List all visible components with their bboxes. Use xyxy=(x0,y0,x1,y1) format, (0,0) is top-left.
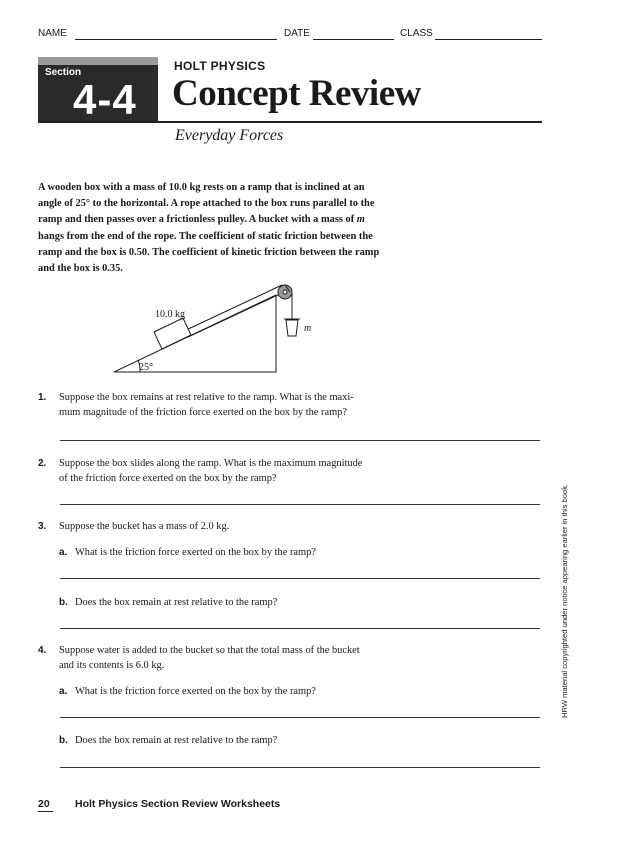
wooden-box xyxy=(154,318,191,349)
pulley-axle xyxy=(283,290,287,294)
problem-statement xyxy=(38,180,390,277)
q2-text-line2: of the friction force exerted on the box by the ramp? xyxy=(59,473,277,484)
q1-number: 1. xyxy=(38,392,47,403)
problem-text-2: hangs from the end of the rope. The coefficient of static friction between the ramp and the box is 0.50. The coefficient of kinetic friction between the ramp and the box is 0.35. xyxy=(38,230,380,275)
problem-text-1: A wooden box with a mass of 10.0 kg rests on a ramp that is inclined at an angle of 25° to the horizontal. A rope attached to the box runs parallel to the ramp and then passes over a frictionless pulley. A bucket with a mass of xyxy=(38,182,375,226)
q3b-label: b. xyxy=(59,597,68,608)
page-subtitle: Everyday Forces xyxy=(175,127,284,144)
rope-bottom xyxy=(188,293,282,337)
date-field[interactable] xyxy=(313,39,394,40)
q4-text-line2: and its contents is 6.0 kg. xyxy=(59,660,165,671)
q3-number: 3. xyxy=(38,521,47,532)
q1-text-line1: Suppose the box remains at rest relative to the ramp. What is the maxi- xyxy=(59,392,354,403)
bucket-mass-label: m xyxy=(304,323,312,334)
q4b-answer-line[interactable] xyxy=(60,767,540,768)
q4b-text: Does the box remain at rest relative to the ramp? xyxy=(75,735,278,746)
bucket-icon xyxy=(286,320,298,336)
q3a-label: a. xyxy=(59,547,68,558)
q1-text-line2: mum magnitude of the friction force exerted on the box by the ramp? xyxy=(59,407,347,418)
q4a-answer-line[interactable] xyxy=(60,717,540,718)
q3a-text: What is the friction force exerted on the box by the ramp? xyxy=(75,547,316,558)
section-badge-tab xyxy=(38,57,158,65)
q2-text-line1: Suppose the box slides along the ramp. What is the maximum magnitude xyxy=(59,458,363,469)
name-label: NAME xyxy=(38,28,67,39)
page-number-underline xyxy=(38,811,53,812)
box-mass-label: 10.0 kg xyxy=(155,309,185,320)
rope-top xyxy=(184,285,282,331)
section-label: Section xyxy=(45,67,82,78)
title-divider xyxy=(38,121,542,123)
q4b-label: b. xyxy=(59,735,68,746)
q4a-label: a. xyxy=(59,686,68,697)
q3b-answer-line[interactable] xyxy=(60,628,540,629)
q2-answer-line[interactable] xyxy=(60,504,540,505)
q3-text: Suppose the bucket has a mass of 2.0 kg. xyxy=(59,521,230,532)
q4-number: 4. xyxy=(38,645,47,656)
ramp-angle-label: 25° xyxy=(139,362,153,373)
page-number: 20 xyxy=(38,798,50,810)
copyright-side-note: HRW material copyrighted under notice appearing earlier in this book. xyxy=(560,483,569,718)
class-label: CLASS xyxy=(400,28,433,39)
q2-number: 2. xyxy=(38,458,47,469)
footer-title: Holt Physics Section Review Worksheets xyxy=(75,798,281,810)
publisher-label: HOLT PHYSICS xyxy=(174,59,266,73)
q4-text-line1: Suppose water is added to the bucket so that the total mass of the bucket xyxy=(59,645,360,656)
q4a-text: What is the friction force exerted on the box by the ramp? xyxy=(75,686,316,697)
class-field[interactable] xyxy=(435,39,542,40)
q1-answer-line[interactable] xyxy=(60,440,540,441)
q3a-answer-line[interactable] xyxy=(60,578,540,579)
ramp-pulley-diagram xyxy=(110,280,325,380)
section-number: 4-4 xyxy=(73,76,137,123)
problem-mass-symbol: m xyxy=(356,214,365,226)
date-label: DATE xyxy=(284,28,310,39)
page-title: Concept Review xyxy=(172,73,421,114)
q3b-text: Does the box remain at rest relative to the ramp? xyxy=(75,597,278,608)
name-field[interactable] xyxy=(75,39,277,40)
